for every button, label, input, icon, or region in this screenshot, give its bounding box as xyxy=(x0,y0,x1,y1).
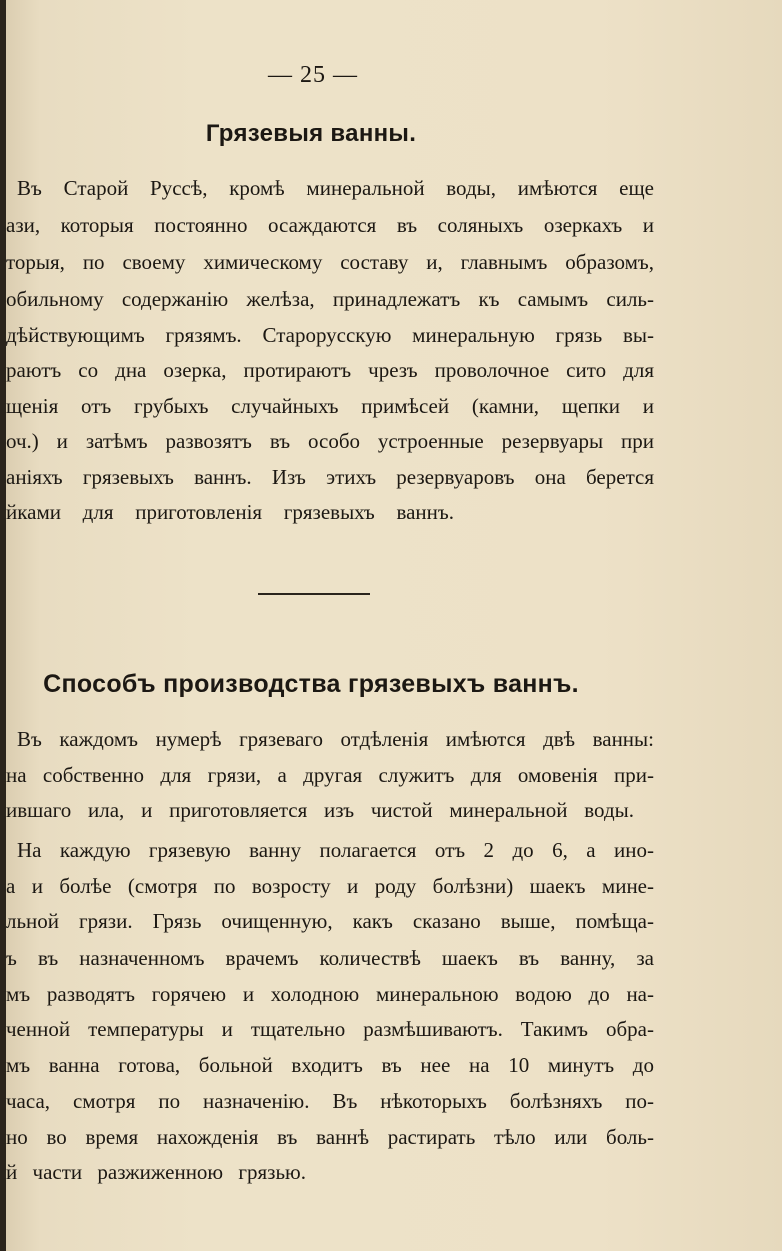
section-heading-mud-baths: Грязевыя ванны. xyxy=(205,120,417,147)
text-line: й части разжиженною грязью. xyxy=(6,1160,306,1184)
text-line: аніяхъ грязевыхъ ваннъ. Изъ этихъ резервуаровъ она берется xyxy=(6,465,654,489)
text-line: мъ ванна готова, больной входитъ въ нее на 10 минутъ до xyxy=(6,1053,654,1077)
text-line: а и болѣе (смотря по возросту и роду болѣзни) шаекъ мине- xyxy=(6,874,654,898)
page-number: — 25 — xyxy=(268,62,358,88)
section-heading-mud-bath-method: Способъ производства грязевыхъ ваннъ. xyxy=(43,670,579,698)
text-line: дѣйствующимъ грязямъ. Старорусскую минеральную грязь вы- xyxy=(6,323,654,347)
text-line: мъ разводятъ горячею и холодною минеральною водою до на- xyxy=(6,982,654,1006)
text-line: Въ каждомъ нумерѣ грязеваго отдѣленія имѣются двѣ ванны: xyxy=(17,727,654,751)
text-line: ченной температуры и тщательно размѣшиваютъ. Такимъ обра- xyxy=(6,1017,654,1041)
text-line: ази, которыя постоянно осаждаются въ соляныхъ озеркахъ и xyxy=(6,213,654,237)
text-line: часа, смотря по назначенію. Въ нѣкоторыхъ болѣзняхъ по- xyxy=(6,1089,654,1113)
text-line: но во время нахожденія въ ваннѣ растирать тѣло или боль- xyxy=(6,1125,654,1149)
text-line: ившаго ила, и приготовляется изъ чистой минеральной воды. xyxy=(6,798,634,822)
text-line: льной грязи. Грязь очищенную, какъ сказано выше, помѣща- xyxy=(6,909,654,933)
text-line: оч.) и затѣмъ развозятъ въ особо устроенные резервуары при xyxy=(6,429,654,453)
text-line: Въ Старой Руссѣ, кромѣ минеральной воды, имѣются еще xyxy=(17,176,654,200)
section-divider-rule xyxy=(258,593,370,595)
text-line: щенія отъ грубыхъ случайныхъ примѣсей (камни, щепки и xyxy=(6,394,654,418)
text-line: йками для приготовленія грязевыхъ ваннъ. xyxy=(6,500,454,524)
text-line: обильному содержанію желѣза, принадлежатъ къ самымъ силь- xyxy=(6,287,654,311)
text-line: На каждую грязевую ванну полагается отъ 2 до 6, а ино- xyxy=(17,838,654,862)
text-line: торыя, по своему химическому составу и, главнымъ образомъ, xyxy=(6,250,654,274)
text-line: ъ въ назначенномъ врачемъ количествѣ шаекъ въ ванну, за xyxy=(6,946,654,970)
text-line: на собственно для грязи, а другая служитъ для омовенія при- xyxy=(6,763,654,787)
text-line: раютъ со дна озерка, протираютъ чрезъ проволочное сито для xyxy=(6,358,654,382)
